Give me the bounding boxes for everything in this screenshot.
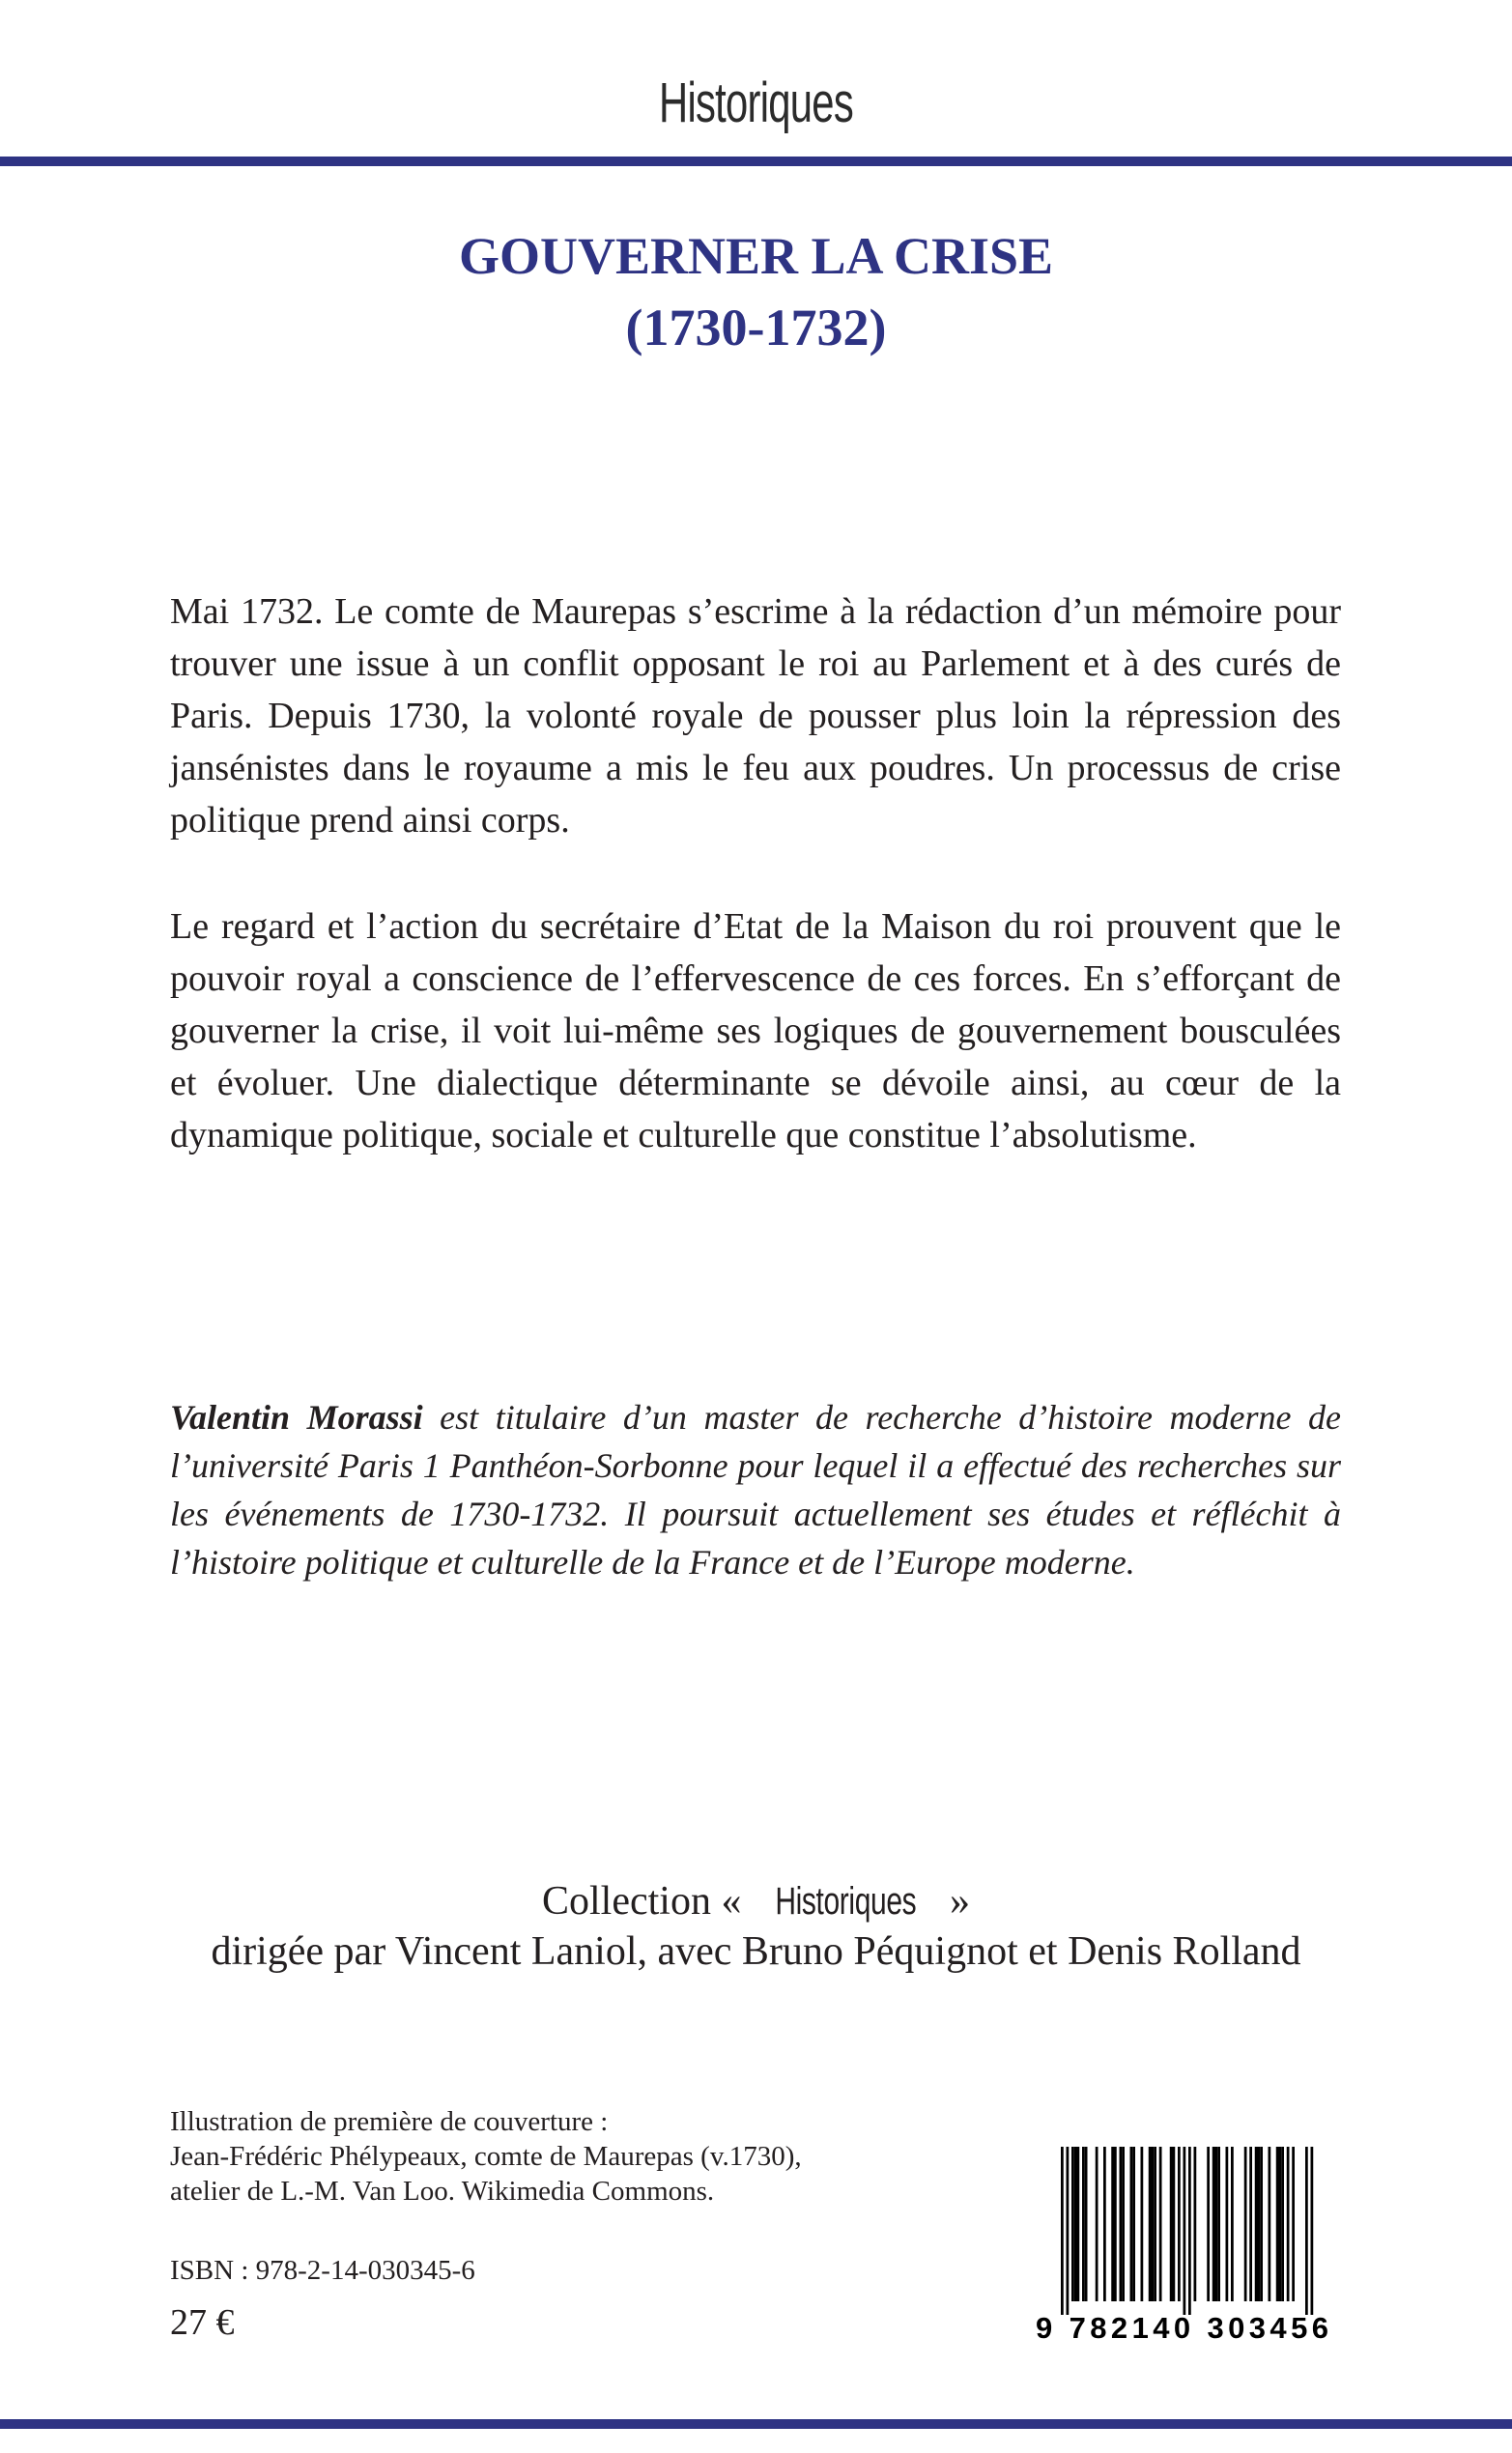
- barcode-bar: [1149, 2147, 1152, 2301]
- barcode-bar: [1103, 2147, 1106, 2301]
- barcode-bar: [1217, 2147, 1220, 2301]
- credits-line-3: atelier de L.-M. Van Loo. Wikimedia Commons.: [170, 2176, 715, 2207]
- barcode-bar: [1085, 2147, 1088, 2301]
- credits-line-2: Jean-Frédéric Phélypeaux, comte de Maurepas (v.1730),: [170, 2141, 802, 2172]
- price: 27 €: [170, 2302, 235, 2343]
- barcode-bar: [1120, 2147, 1123, 2301]
- barcode-bar: [1305, 2147, 1308, 2315]
- barcode-bar: [1114, 2147, 1117, 2301]
- barcode-bar: [1154, 2147, 1156, 2301]
- barcode-bar: [1279, 2147, 1282, 2301]
- barcode-bar: [1061, 2147, 1064, 2315]
- barcode-bar: [1231, 2147, 1234, 2301]
- book-title-dates: (1730-1732): [625, 299, 887, 357]
- collection-info: [0, 1876, 1512, 1977]
- barcode-bar: [1258, 2147, 1261, 2301]
- barcode-bar: [1276, 2147, 1279, 2301]
- barcode-bar: [1255, 2147, 1258, 2301]
- barcode-bar: [1188, 2147, 1191, 2315]
- summary-paragraph-2: Le regard et l’action du secrétaire d’Etat de la Maison du roi prouvent que le pouvoir royal a conscience de l’effervescence de ces forces. En s’efforçant de gouverner la crise, il voit lui-même ses logiques de gouvernement bousculées et évoluer. Une dialectique déterminante se dévoile ainsi, au cœur de la dynamique politique, sociale et culturelle que constitue l’absolutisme.: [170, 906, 1341, 1155]
- barcode-bar: [1071, 2147, 1074, 2301]
- illustration-credits: [170, 2104, 962, 2209]
- collection-series-name: Historiques: [775, 1880, 917, 1923]
- series-title: Historiques: [659, 71, 853, 134]
- credits-line-1: Illustration de première de couverture :: [170, 2106, 609, 2137]
- barcode-bar: [1226, 2147, 1229, 2301]
- barcode-digits: 9 782140 303456: [1036, 2311, 1333, 2345]
- isbn: ISBN : 978-2-14-030345-6: [170, 2255, 475, 2286]
- barcode-bar: [1132, 2147, 1135, 2301]
- barcode-bar: [1215, 2147, 1218, 2301]
- book-title: [0, 220, 1512, 363]
- bottom-rule: [0, 2419, 1512, 2429]
- barcode-bar: [1141, 2147, 1144, 2301]
- barcode-bar: [1152, 2147, 1155, 2301]
- barcode-bar: [1194, 2147, 1197, 2301]
- barcode-bar: [1281, 2147, 1284, 2301]
- barcode-bar: [1184, 2147, 1186, 2315]
- barcode-bar: [1077, 2147, 1080, 2301]
- barcode-bar: [1130, 2147, 1133, 2301]
- barcode-bars: [1036, 2143, 1351, 2315]
- barcode-bar: [1269, 2147, 1271, 2301]
- barcode-bar: [1173, 2147, 1176, 2301]
- barcode-bar: [1244, 2147, 1247, 2301]
- barcode-bar: [1260, 2147, 1263, 2301]
- summary-paragraph-1: Mai 1732. Le comte de Maurepas s’escrime à la rédaction d’un mémoire pour trouver une issue à un conflit opposant le roi au Parlement et à des curés de Paris. Depuis 1730, la volonté royale de pousser plus loin la répression des jansénistes dans le royaume a mis le feu aux poudres. Un processus de crise politique prend ainsi corps.: [170, 591, 1341, 841]
- collection-suffix: »: [939, 1879, 971, 1924]
- book-title-main: GOUVERNER LA CRISE: [458, 227, 1054, 285]
- barcode-bar: [1096, 2147, 1098, 2301]
- author-bio-text: est titulaire d’un master de recherche d’histoire moderne de l’université Paris 1 Panthéon-Sorbonne pour lequel il a effectué des recherches sur les événements de 1730-1732. Il poursuit actuellement ses études et réfléchit à l’histoire politique et culturelle de la France et de l’Europe moderne.: [170, 1398, 1341, 1582]
- barcode-bar: [1212, 2147, 1215, 2301]
- barcode-bar: [1287, 2147, 1290, 2301]
- barcode-bar: [1311, 2147, 1314, 2315]
- barcode-bar: [1207, 2147, 1210, 2301]
- barcode-bar: [1292, 2147, 1295, 2301]
- collection-directors: dirigée par Vincent Laniol, avec Bruno Péquignot et Denis Rolland: [211, 1929, 1301, 1974]
- barcode-bar: [1159, 2147, 1162, 2301]
- barcode-bar: [1170, 2147, 1173, 2301]
- top-rule: [0, 157, 1512, 166]
- barcode-bar: [1082, 2147, 1085, 2301]
- collection-line: [0, 1876, 1512, 1926]
- barcode-bar: [1249, 2147, 1252, 2301]
- author-name: Valentin Morassi: [170, 1398, 423, 1437]
- barcode-bar: [1178, 2147, 1181, 2301]
- barcode: [1036, 2143, 1351, 2353]
- author-bio: [170, 1393, 1341, 1586]
- barcode-bar: [1111, 2147, 1114, 2301]
- collection-prefix: Collection «: [541, 1879, 752, 1924]
- barcode-bar: [1122, 2147, 1125, 2301]
- barcode-bar: [1074, 2147, 1077, 2301]
- barcode-bar: [1067, 2147, 1070, 2315]
